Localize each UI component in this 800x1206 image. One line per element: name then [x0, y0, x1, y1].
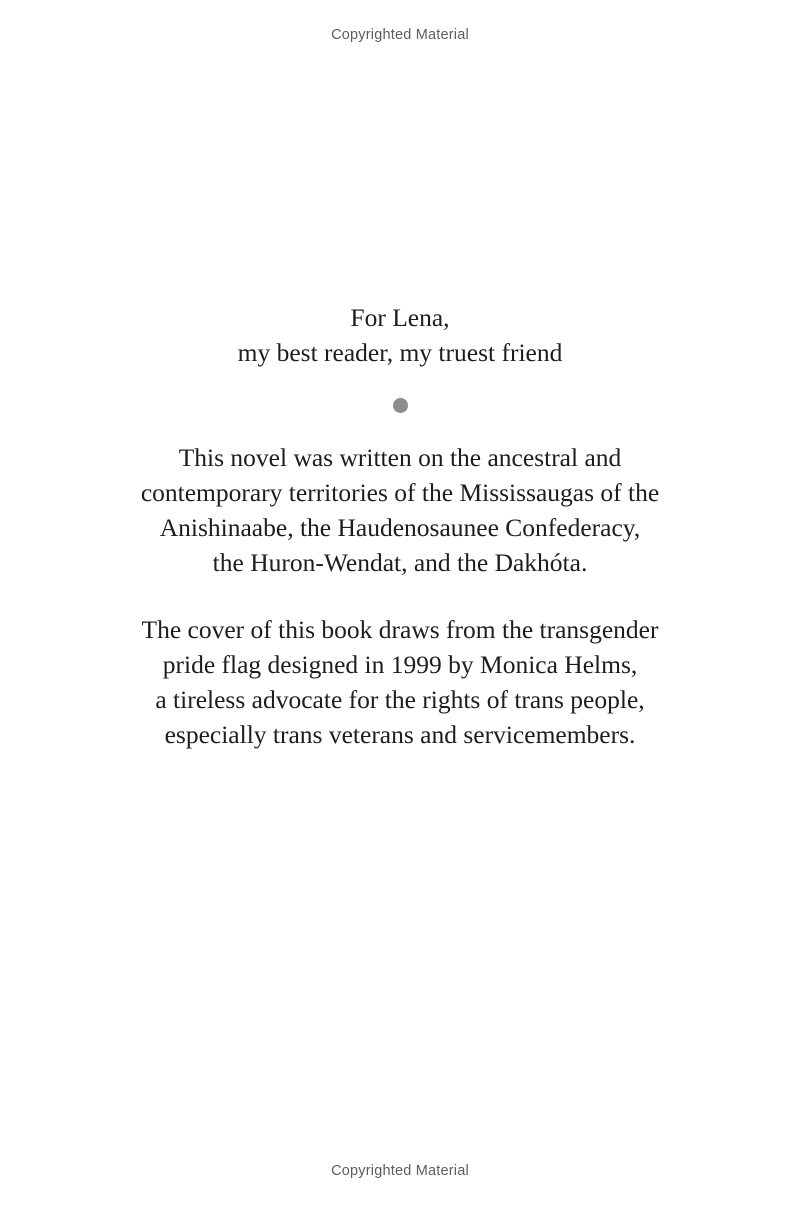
dedication-block: [80, 300, 720, 370]
note-line: a tireless advocate for the rights of trans people,: [155, 685, 645, 714]
note-line: contemporary territories of the Mississaugas of the: [140, 478, 660, 507]
note-line: The cover of this book draws from the transgender: [141, 615, 659, 644]
land-acknowledgement-note: [80, 440, 720, 580]
dedication-line: my best reader, my truest friend: [237, 338, 563, 367]
note-line: Anishinaabe, the Haudenosaunee Confederacy,: [159, 513, 641, 542]
dedication-line: For Lena,: [350, 303, 450, 332]
note-line: the Huron-Wendat, and the Dakhóta.: [212, 548, 588, 577]
note-line: This novel was written on the ancestral and: [178, 443, 622, 472]
note-line: pride flag designed in 1999 by Monica Helms,: [162, 650, 638, 679]
page-content: [80, 300, 720, 752]
circle-dot-icon: [393, 398, 408, 413]
copyright-watermark-bottom: Copyrighted Material: [331, 1163, 469, 1179]
note-line: especially trans veterans and servicemembers.: [164, 720, 636, 749]
cover-credit-note: [80, 612, 720, 752]
ornament-separator: [80, 370, 720, 440]
copyright-watermark-top: Copyrighted Material: [331, 27, 469, 43]
